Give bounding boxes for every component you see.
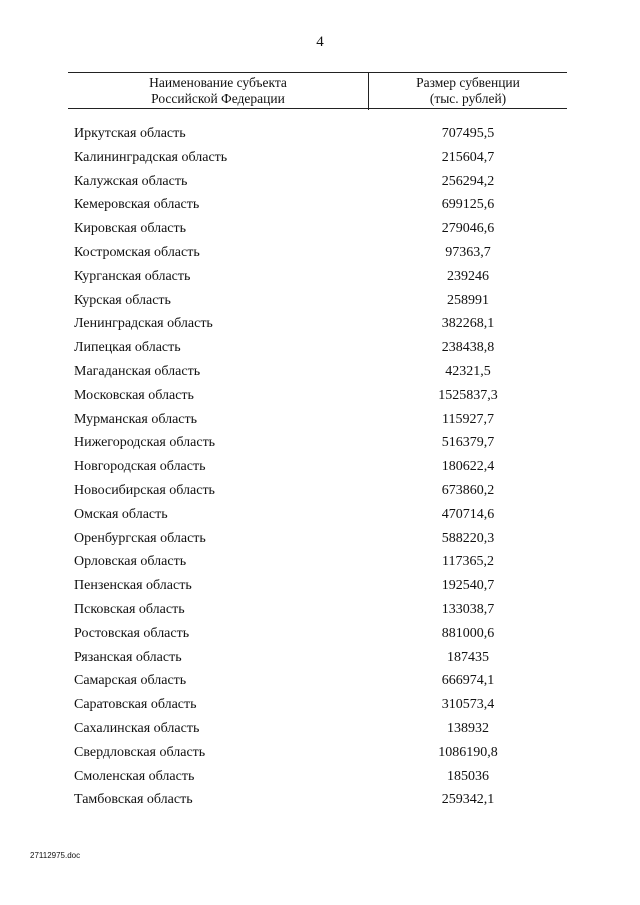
region-name: Иркутская область bbox=[74, 126, 186, 141]
subvention-amount: 192540,7 bbox=[441, 578, 495, 594]
subvention-amount: 470714,6 bbox=[441, 506, 495, 522]
table-row bbox=[0, 217, 640, 241]
table-row bbox=[0, 431, 640, 455]
region-name: Магаданская область bbox=[74, 363, 201, 379]
table-row bbox=[0, 598, 640, 622]
subvention-amount: 117365,2 bbox=[442, 554, 494, 570]
subvention-amount: 707495,5 bbox=[441, 126, 495, 141]
table-row bbox=[0, 622, 640, 646]
column-header-amount bbox=[369, 73, 567, 110]
region-name: Пензенская область bbox=[74, 578, 192, 594]
subvention-amount: 115927,7 bbox=[442, 411, 494, 427]
region-name: Свердловская область bbox=[74, 744, 206, 760]
region-name: Калининградская область bbox=[74, 149, 228, 165]
region-name: Курганская область bbox=[74, 268, 191, 284]
table-row bbox=[0, 408, 640, 432]
subvention-amount: 258991 bbox=[447, 292, 489, 308]
table-row bbox=[0, 360, 640, 384]
subvention-amount: 259342,1 bbox=[441, 792, 495, 808]
subvention-amount: 666974,1 bbox=[441, 673, 495, 689]
subvention-amount: 588220,3 bbox=[441, 530, 495, 546]
subvention-amount: 1525837,3 bbox=[438, 387, 498, 403]
table-row bbox=[0, 312, 640, 336]
table-row bbox=[0, 170, 640, 194]
region-name: Калужская область bbox=[74, 173, 188, 189]
region-name: Сахалинская область bbox=[74, 720, 200, 736]
subvention-amount: 881000,6 bbox=[441, 625, 495, 641]
subvention-amount: 133038,7 bbox=[441, 601, 495, 617]
region-name: Саратовская область bbox=[74, 697, 197, 713]
table-row bbox=[0, 503, 640, 527]
table-row bbox=[0, 646, 640, 670]
region-name: Нижегородская область bbox=[74, 435, 216, 451]
table-row bbox=[0, 574, 640, 598]
subvention-amount: 239246 bbox=[447, 268, 489, 284]
subvention-amount: 256294,2 bbox=[441, 173, 495, 189]
region-name: Московская область bbox=[74, 387, 194, 403]
region-name: Смоленская область bbox=[74, 768, 195, 784]
region-name: Оренбургская область bbox=[74, 530, 206, 546]
table-row bbox=[0, 241, 640, 265]
region-name: Орловская область bbox=[74, 554, 187, 570]
region-name: Кировская область bbox=[74, 221, 187, 237]
table-row bbox=[0, 384, 640, 408]
subvention-amount: 673860,2 bbox=[441, 482, 495, 498]
subvention-amount: 699125,6 bbox=[441, 197, 495, 213]
column-header-region bbox=[68, 73, 369, 110]
region-name: Ростовская область bbox=[74, 625, 190, 641]
table-row bbox=[0, 193, 640, 217]
region-name: Тамбовская область bbox=[74, 792, 193, 808]
table-row bbox=[0, 146, 640, 170]
table-row bbox=[0, 550, 640, 574]
table-header bbox=[68, 72, 567, 109]
region-name: Омская область bbox=[74, 506, 168, 522]
table-row bbox=[0, 788, 640, 812]
table-row bbox=[0, 265, 640, 289]
subvention-amount: 97363,7 bbox=[445, 244, 491, 260]
subvention-amount: 180622,4 bbox=[441, 459, 495, 475]
page-number: 4 bbox=[316, 34, 324, 50]
region-name: Новосибирская область bbox=[74, 482, 215, 498]
subvention-amount: 382268,1 bbox=[441, 316, 495, 332]
subvention-amount: 187435 bbox=[447, 649, 489, 665]
region-name: Мурманская область bbox=[74, 411, 198, 427]
table-row bbox=[0, 122, 640, 146]
table-row bbox=[0, 669, 640, 693]
table-row bbox=[0, 336, 640, 360]
region-name: Ленинградская область bbox=[74, 316, 213, 332]
document-code: 27112975.doc bbox=[30, 851, 81, 860]
region-name: Кемеровская область bbox=[74, 197, 200, 213]
table-row bbox=[0, 289, 640, 313]
subvention-amount: 215604,7 bbox=[441, 149, 495, 165]
table-row bbox=[0, 455, 640, 479]
region-name: Псковская область bbox=[74, 601, 185, 617]
column-header-region-line2: Российской Федерации bbox=[151, 91, 285, 106]
subvention-amount: 185036 bbox=[447, 768, 489, 784]
region-name: Костромская область bbox=[74, 244, 200, 260]
table-body bbox=[0, 122, 640, 812]
column-header-amount-line2: (тыс. рублей) bbox=[429, 91, 507, 106]
subvention-amount: 516379,7 bbox=[441, 435, 495, 451]
table-row bbox=[0, 717, 640, 741]
subvention-amount: 310573,4 bbox=[441, 697, 495, 713]
region-name: Самарская область bbox=[74, 673, 187, 689]
table-row bbox=[0, 741, 640, 765]
column-header-region-line1: Наименование субъекта bbox=[149, 75, 287, 90]
table-row bbox=[0, 693, 640, 717]
table-row bbox=[0, 527, 640, 551]
table-row bbox=[0, 765, 640, 789]
table-row bbox=[0, 479, 640, 503]
region-name: Новгородская область bbox=[74, 459, 206, 475]
subvention-amount: 138932 bbox=[447, 720, 489, 736]
subvention-amount: 1086190,8 bbox=[438, 744, 498, 760]
column-header-amount-line1: Размер субвенции bbox=[416, 75, 520, 90]
subvention-amount: 238438,8 bbox=[441, 340, 495, 356]
subvention-amount: 42321,5 bbox=[445, 363, 491, 379]
subvention-amount: 279046,6 bbox=[441, 221, 495, 237]
region-name: Рязанская область bbox=[74, 649, 182, 665]
region-name: Липецкая область bbox=[74, 340, 181, 356]
region-name: Курская область bbox=[74, 292, 171, 308]
